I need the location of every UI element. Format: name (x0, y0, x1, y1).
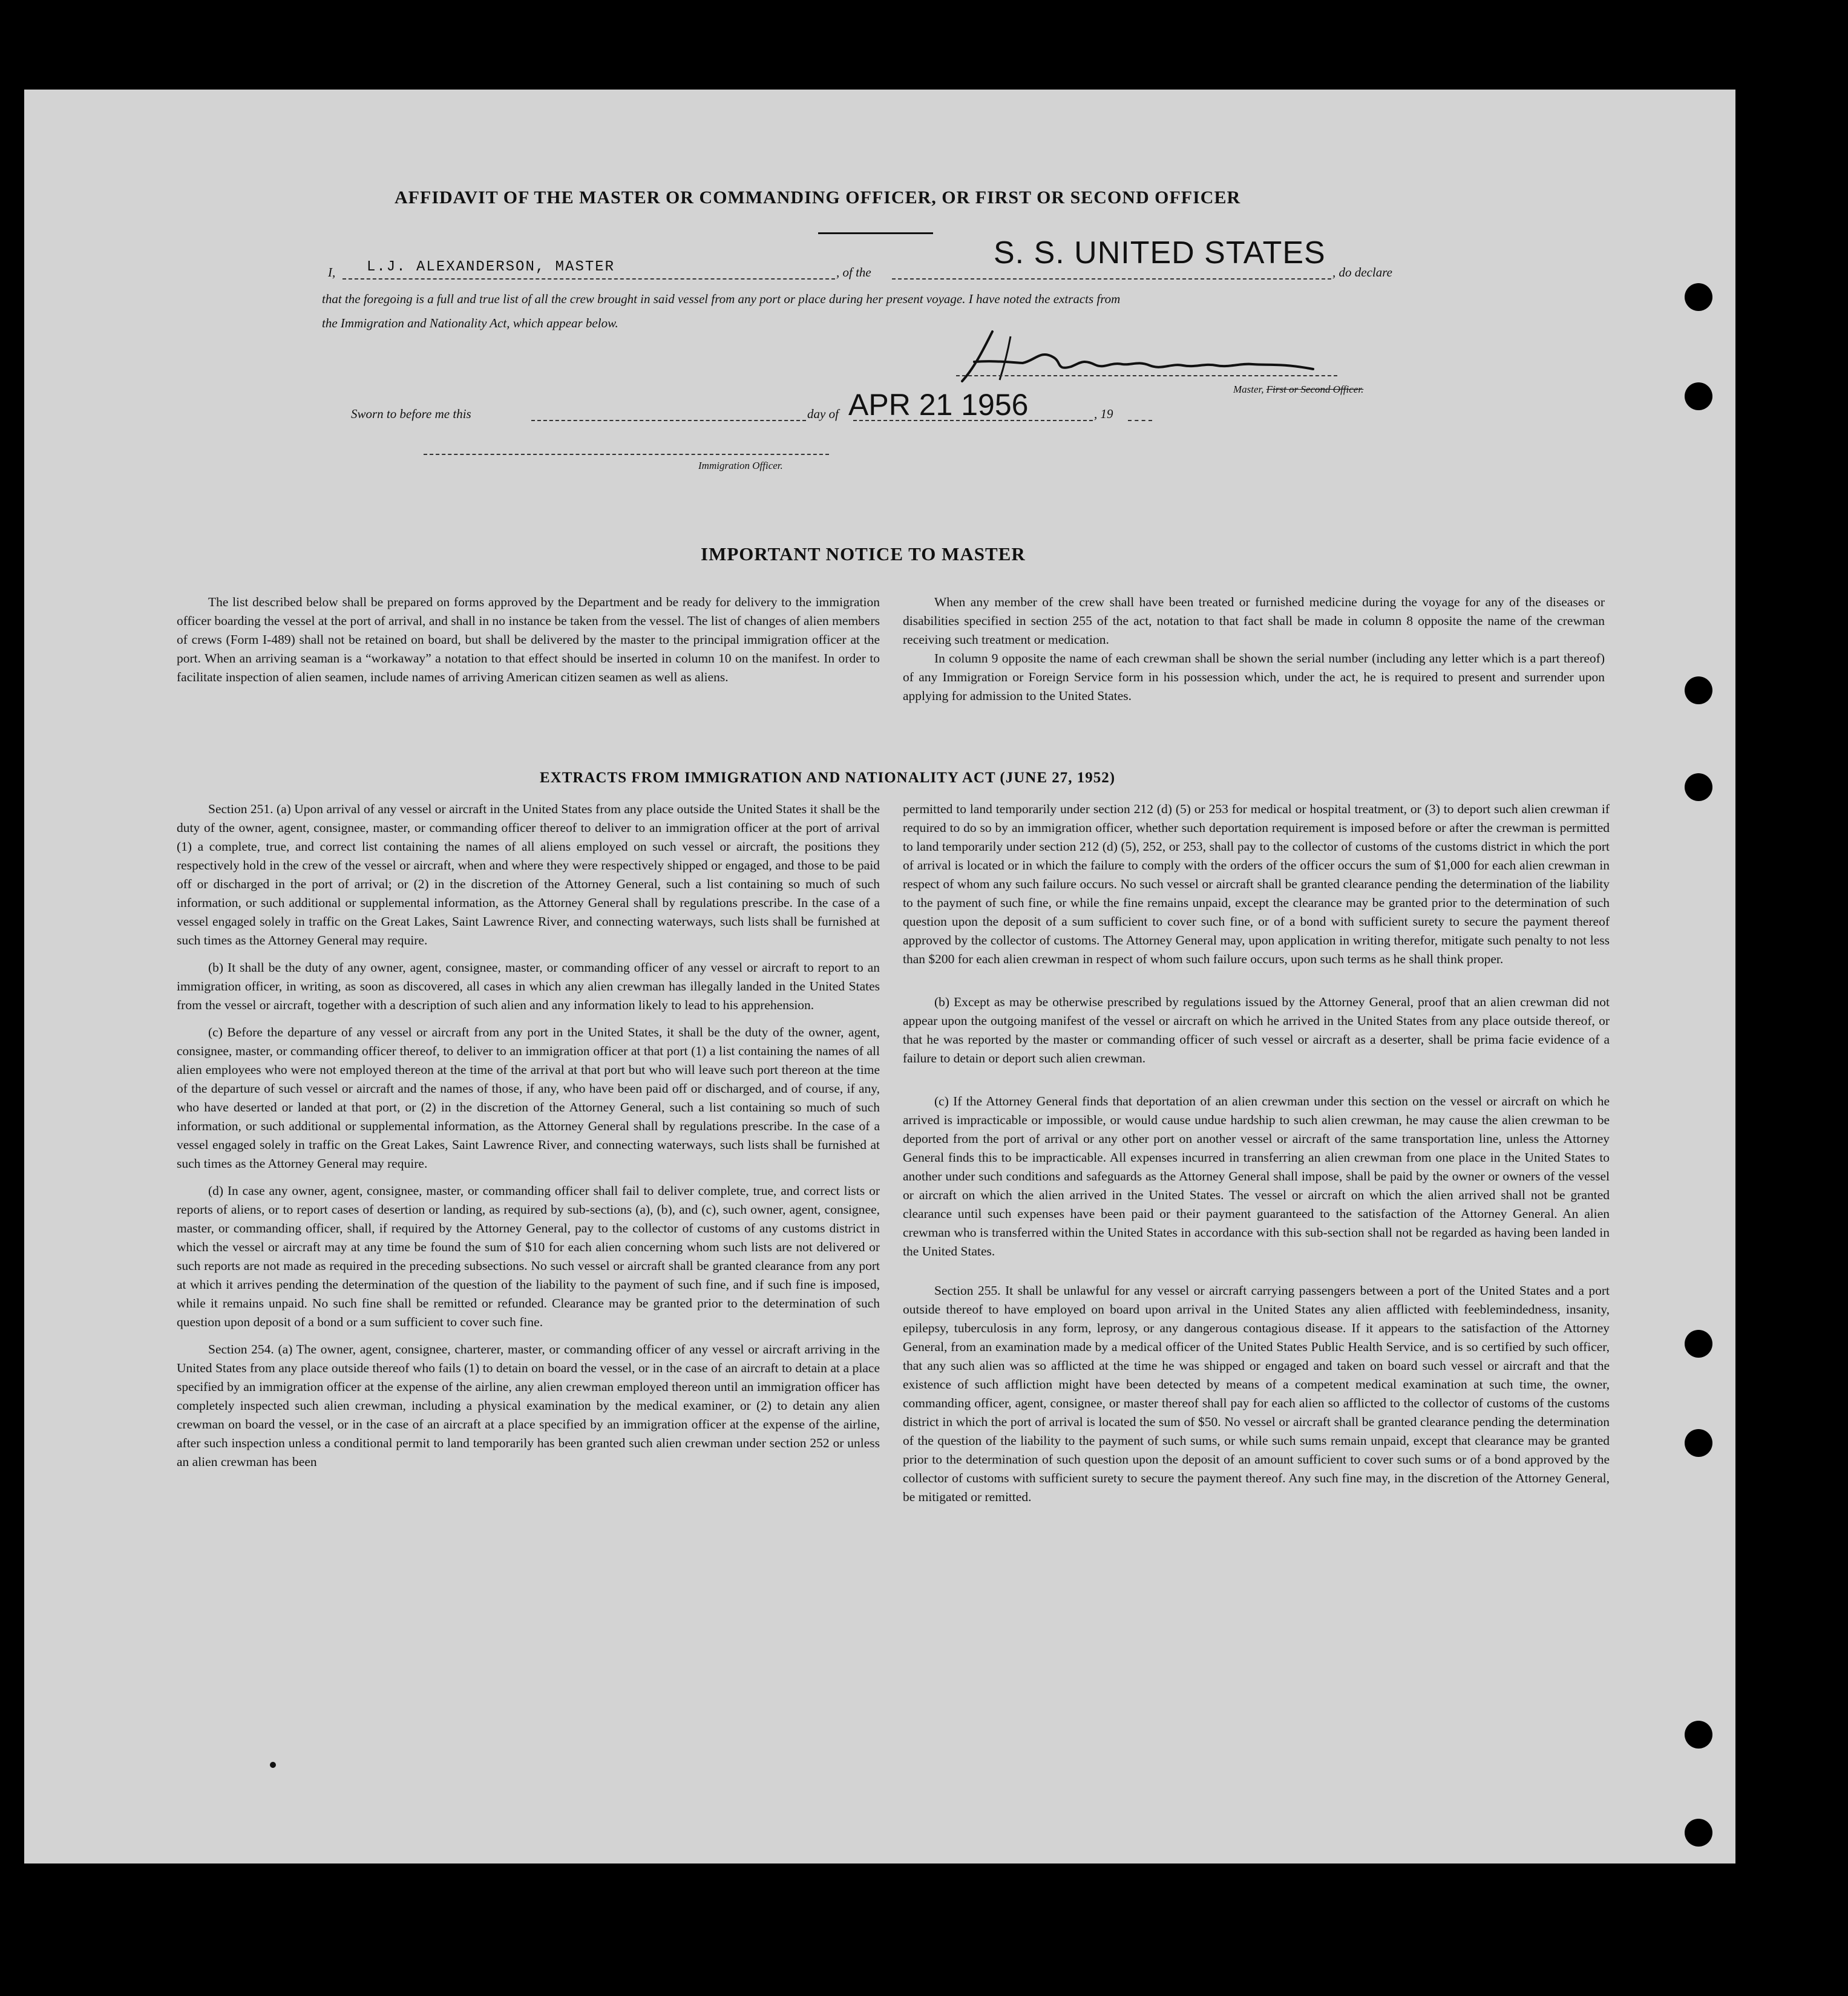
document-page (24, 90, 1735, 1863)
punch-hole (1685, 283, 1712, 311)
notice-right-paragraph-2: In column 9 opposite the name of each crewman shall be shown the serial number (including any letter which is a part thereof) of any Immigration or Foreign Service form in his possession which, under the act, he is required to present and surrender upon applying for admission to the United States. (903, 651, 1605, 703)
punch-hole (1685, 382, 1712, 410)
master-caption-text: Master, (1233, 384, 1264, 395)
master-caption (1233, 384, 1363, 396)
date-stamp: APR 21 1956 (848, 388, 1029, 422)
notice-title: IMPORTANT NOTICE TO MASTER (701, 543, 1026, 564)
punch-hole (1685, 1721, 1712, 1749)
punch-hole (1685, 1819, 1712, 1847)
notice-right (903, 593, 1605, 714)
punch-hole (1685, 1330, 1712, 1358)
title-underline (818, 232, 933, 234)
section-251-d: (d) In case any owner, agent, consignee, master, or commanding officer shall fail to deliver complete, true, and correct lists or reports of aliens, or to report cases of desertion or landing, as required by sub-sections (a), (b), and (c), such owner, agent, consignee, master, or commanding officer, shall, if required by the Attorney General, pay to the collector of customs of any customs district in which the vessel or aircraft may at any time be found the sum of $10 for each alien concerning whom such lists are not delivered or such reports are not made as required in the preceding subsections. No such vessel or aircraft shall be granted clearance from any port at which it arrives pending the determination of the question of the liability to the payment of such fine, and if such fine is imposed, while it remains unpaid. No such fine shall be remitted or refunded. Clearance may be granted prior to the determination of such question upon deposit of a bond or a sum sufficient to cover such fine. (177, 1183, 880, 1329)
punch-hole (1685, 1429, 1712, 1457)
extracts-title: EXTRACTS FROM IMMIGRATION AND NATIONALITY ACT (JUNE 27, 1952) (540, 770, 1116, 786)
vessel-line (892, 278, 1331, 280)
declaration-line-3: the Immigration and Nationality Act, which appear below. (322, 316, 618, 330)
punch-hole (1685, 773, 1712, 801)
immigration-officer-line (424, 454, 829, 455)
signature-line (956, 375, 1337, 376)
notice-right-paragraph-1: When any member of the crew shall have been treated or furnished medicine during the voyage for any of the diseases or disabilities specified in section 255 of the act, notation to that fact shall be made in column 8 opposite the name of the crewman receiving such treatment or medication. (903, 595, 1605, 647)
immigration-officer-caption: Immigration Officer. (698, 460, 783, 471)
section-254-a-continued: permitted to land temporarily under section 212 (d) (5) or 253 for medical or hospital treatment, or (3) to deport such alien crewman if required to do so by an immigration officer, whether such deportation requirement is imposed before or after the crewman is permitted to land temporarily under section 212 (d) (5), 252, or 253, shall pay to the collector of customs of the customs district in which the port of arrival is located or in which the failure to comply with the orders of the officer occurs the sum of $1,000 for each alien crewman in respect of whom any such failure occurs. No such vessel or aircraft shall be granted clearance pending the determination of the liability to the payment of such fine, or while the fine remains unpaid, except the clearance may be granted prior to the determination of such question upon the deposit of a sum sufficient to cover such fine, or of a bond with sufficient surety to secure the payment thereof approved by the collector of customs. The Attorney General may, upon application in writing therefor, mitigate such penalty to not less than $200 for each alien crewman in respect of whom such failure occurs, upon such terms as he shall think proper. (903, 802, 1610, 966)
section-254-b: (b) Except as may be otherwise prescribed by regulations issued by the Attorney General, proof that an alien crewman did not appear upon the outgoing manifest of the vessel or aircraft on which he arrived in the United States from any place outside thereof, or that he was reported by the master or commanding officer of such vessel or aircraft as a deserter, shall be prima facie evidence of a failure to detain or deport such alien crewman. (903, 995, 1610, 1065)
master-name-line (342, 278, 835, 280)
year-line (1128, 420, 1152, 421)
i-label: I, (328, 265, 336, 280)
notice-left-paragraph: The list described below shall be prepared on forms approved by the Department and be ready for delivery to the immigration officer boarding the vessel at the port of arrival, and shall in no instance be taken from the vessel. The list of changes of alien members of crews (Form I-489) shall not be retained on board, but shall be delivered by the master to the principal immigration officer at the port. When an arriving seaman is a “workaway” a notation to that effect should be inserted in column 10 on the manifest. In order to facilitate inspection of alien seamen, include names of arriving American citizen seamen as well as aliens. (177, 595, 880, 684)
year-label: , 19 (1094, 407, 1113, 421)
declaration-line-2: that the foregoing is a full and true list of all the crew brought in said vessel from any port or place during her present voyage. I have noted the extracts from (322, 292, 1121, 306)
ink-dot (270, 1762, 276, 1768)
punch-hole (1685, 676, 1712, 704)
section-255: Section 255. It shall be unlawful for any vessel or aircraft carrying passengers between a port of the United States and a port outside thereof to have employed on board upon arrival in the United States any alien afflicted with feeblemindedness, insanity, epilepsy, tuberculosis in any form, leprosy, or any dangerous contagious disease. If it appears to the satisfaction of the Attorney General, from an examination made by a medical officer of the United States Public Health Service, and is so certified by such officer, that any such alien was so afflicted at the time he was shipped or engaged and taken on board such vessel or aircraft and that the existence of such affliction might have been detected by means of a competent medical examination at such time, the owner, commanding officer, agent, consignee, or master thereof shall pay for each alien so afflicted to the collector of customs of the customs district in which the port of arrival is located the sum of $50. No vessel or aircraft shall be granted clearance pending the determination of the question of the liability to the payment of such sums, or while such sums remain unpaid, except that clearance may be granted prior to the determination of such question upon the deposit of an amount sufficient to cover such sums or of a bond approved by the collector of customs with sufficient surety to secure the payment thereof. Any such fine may, in the discretion of the Attorney General, be mitigated or remitted. (903, 1283, 1610, 1504)
notice-left (177, 593, 880, 695)
vessel-name: S. S. UNITED STATES (994, 235, 1326, 270)
of-the-label: , of the (836, 265, 871, 280)
master-signature (950, 326, 1325, 392)
section-251-b: (b) It shall be the duty of any owner, agent, consignee, master, or commanding officer of any vessel or aircraft to report to an immigration officer, in writing, as soon as discovered, all cases in which any alien crewman has illegally landed in the United States from the vessel or aircraft, together with a description of such alien and any information likely to lead to his apprehension. (177, 960, 880, 1012)
extracts-left-column (177, 800, 880, 1480)
section-254-c: (c) If the Attorney General finds that deportation of an alien crewman under this section on the vessel or aircraft on which he arrived is impracticable or impossible, or would cause undue hardship to such alien crewman, he may cause the alien crewman to be deported from the port of arrival or any other port on another vessel or aircraft of the same transportation line, unless the Attorney General finds this to be impracticable. All expenses incurred in transferring an alien crewman from one place in the United States to another under such conditions and safeguards as the Attorney General shall impose, shall be paid by the owner or owners of the vessel or aircraft on which the alien arrived in the United States. The vessel or aircraft on which the alien arrived shall not be granted clearance until such expenses have been paid or their payment guaranteed to the satisfaction of the Attorney General. An alien crewman who is transferred within the United States in accordance with this sub-section shall not be regarded as having been landed in the United States. (903, 1094, 1610, 1258)
section-251-a: Section 251. (a) Upon arrival of any vessel or aircraft in the United States from any place outside the United States it shall be the duty of the owner, agent, consignee, master, or commanding officer thereof to deliver to an immigration officer at the port of arrival (1) a complete, true, and correct list containing the names of all aliens employed on such vessel or aircraft, the positions they respectively hold in the crew of the vessel or aircraft, when and where they were respectively shipped or engaged, and those to be paid off or discharged in the port of arrival; or (2) in the discretion of the Attorney General, such a list containing so much of such information, or such additional or supplemental information, as the Attorney General shall by regulations prescribe. In the case of a vessel engaged solely in traffic on the Great Lakes, Saint Lawrence River, and connecting waterways, such lists shall be furnished at such times as the Attorney General may require. (177, 802, 880, 947)
first-second-officer-struck: First or Second Officer. (1266, 384, 1364, 395)
sworn-label: Sworn to before me this (351, 407, 471, 421)
section-251-c: (c) Before the departure of any vessel or aircraft from any port in the United States, it shall be the duty of the owner, agent, consignee, master, or commanding officer thereof, to deliver to an immigration officer at that port (1) a list containing the names of all alien employees who were not employed thereon at the time of the arrival at that port but who will leave such port thereon at the time of the departure of such vessel or aircraft and the names of those, if any, who have been paid off or discharged, and of course, if any, who have deserted or landed at that port, or (2) in the discretion of the Attorney General, such a list containing so much of such information, or such additional or supplemental information, as the Attorney General shall by regulations prescribe. In the case of a vessel engaged solely in traffic on the Great Lakes, Saint Lawrence River, and connecting waterways, such lists shall be furnished at such times as the Attorney General may require. (177, 1025, 880, 1171)
master-name: L.J. ALEXANDERSON, MASTER (367, 259, 615, 275)
sworn-day-line (531, 420, 806, 421)
do-declare-label: , do declare (1332, 265, 1392, 280)
section-254-a: Section 254. (a) The owner, agent, consignee, charterer, master, or commanding officer of any vessel or aircraft arriving in the United States from any place outside thereof who fails (1) to detain on board the vessel, or in the case of an aircraft to detain at a place specified by an immigration officer at the expense of the airline, any alien crewman employed thereon until an immigration officer has completely inspected such alien crewman, including a physical examination by the medical examiner, or (2) to detain any alien crewman on board the vessel, or in the case of an aircraft at a place specified by an immigration officer at the expense of the airline, after such inspection unless a conditional permit to land temporarily has been granted such alien crewman under section 252 or unless an alien crewman has been (177, 1342, 880, 1469)
extracts-right-column (903, 800, 1610, 1515)
day-of-label: day of (807, 407, 839, 421)
affidavit-title: AFFIDAVIT OF THE MASTER OR COMMANDING OFFICER, OR FIRST OR SECOND OFFICER (395, 188, 1241, 208)
